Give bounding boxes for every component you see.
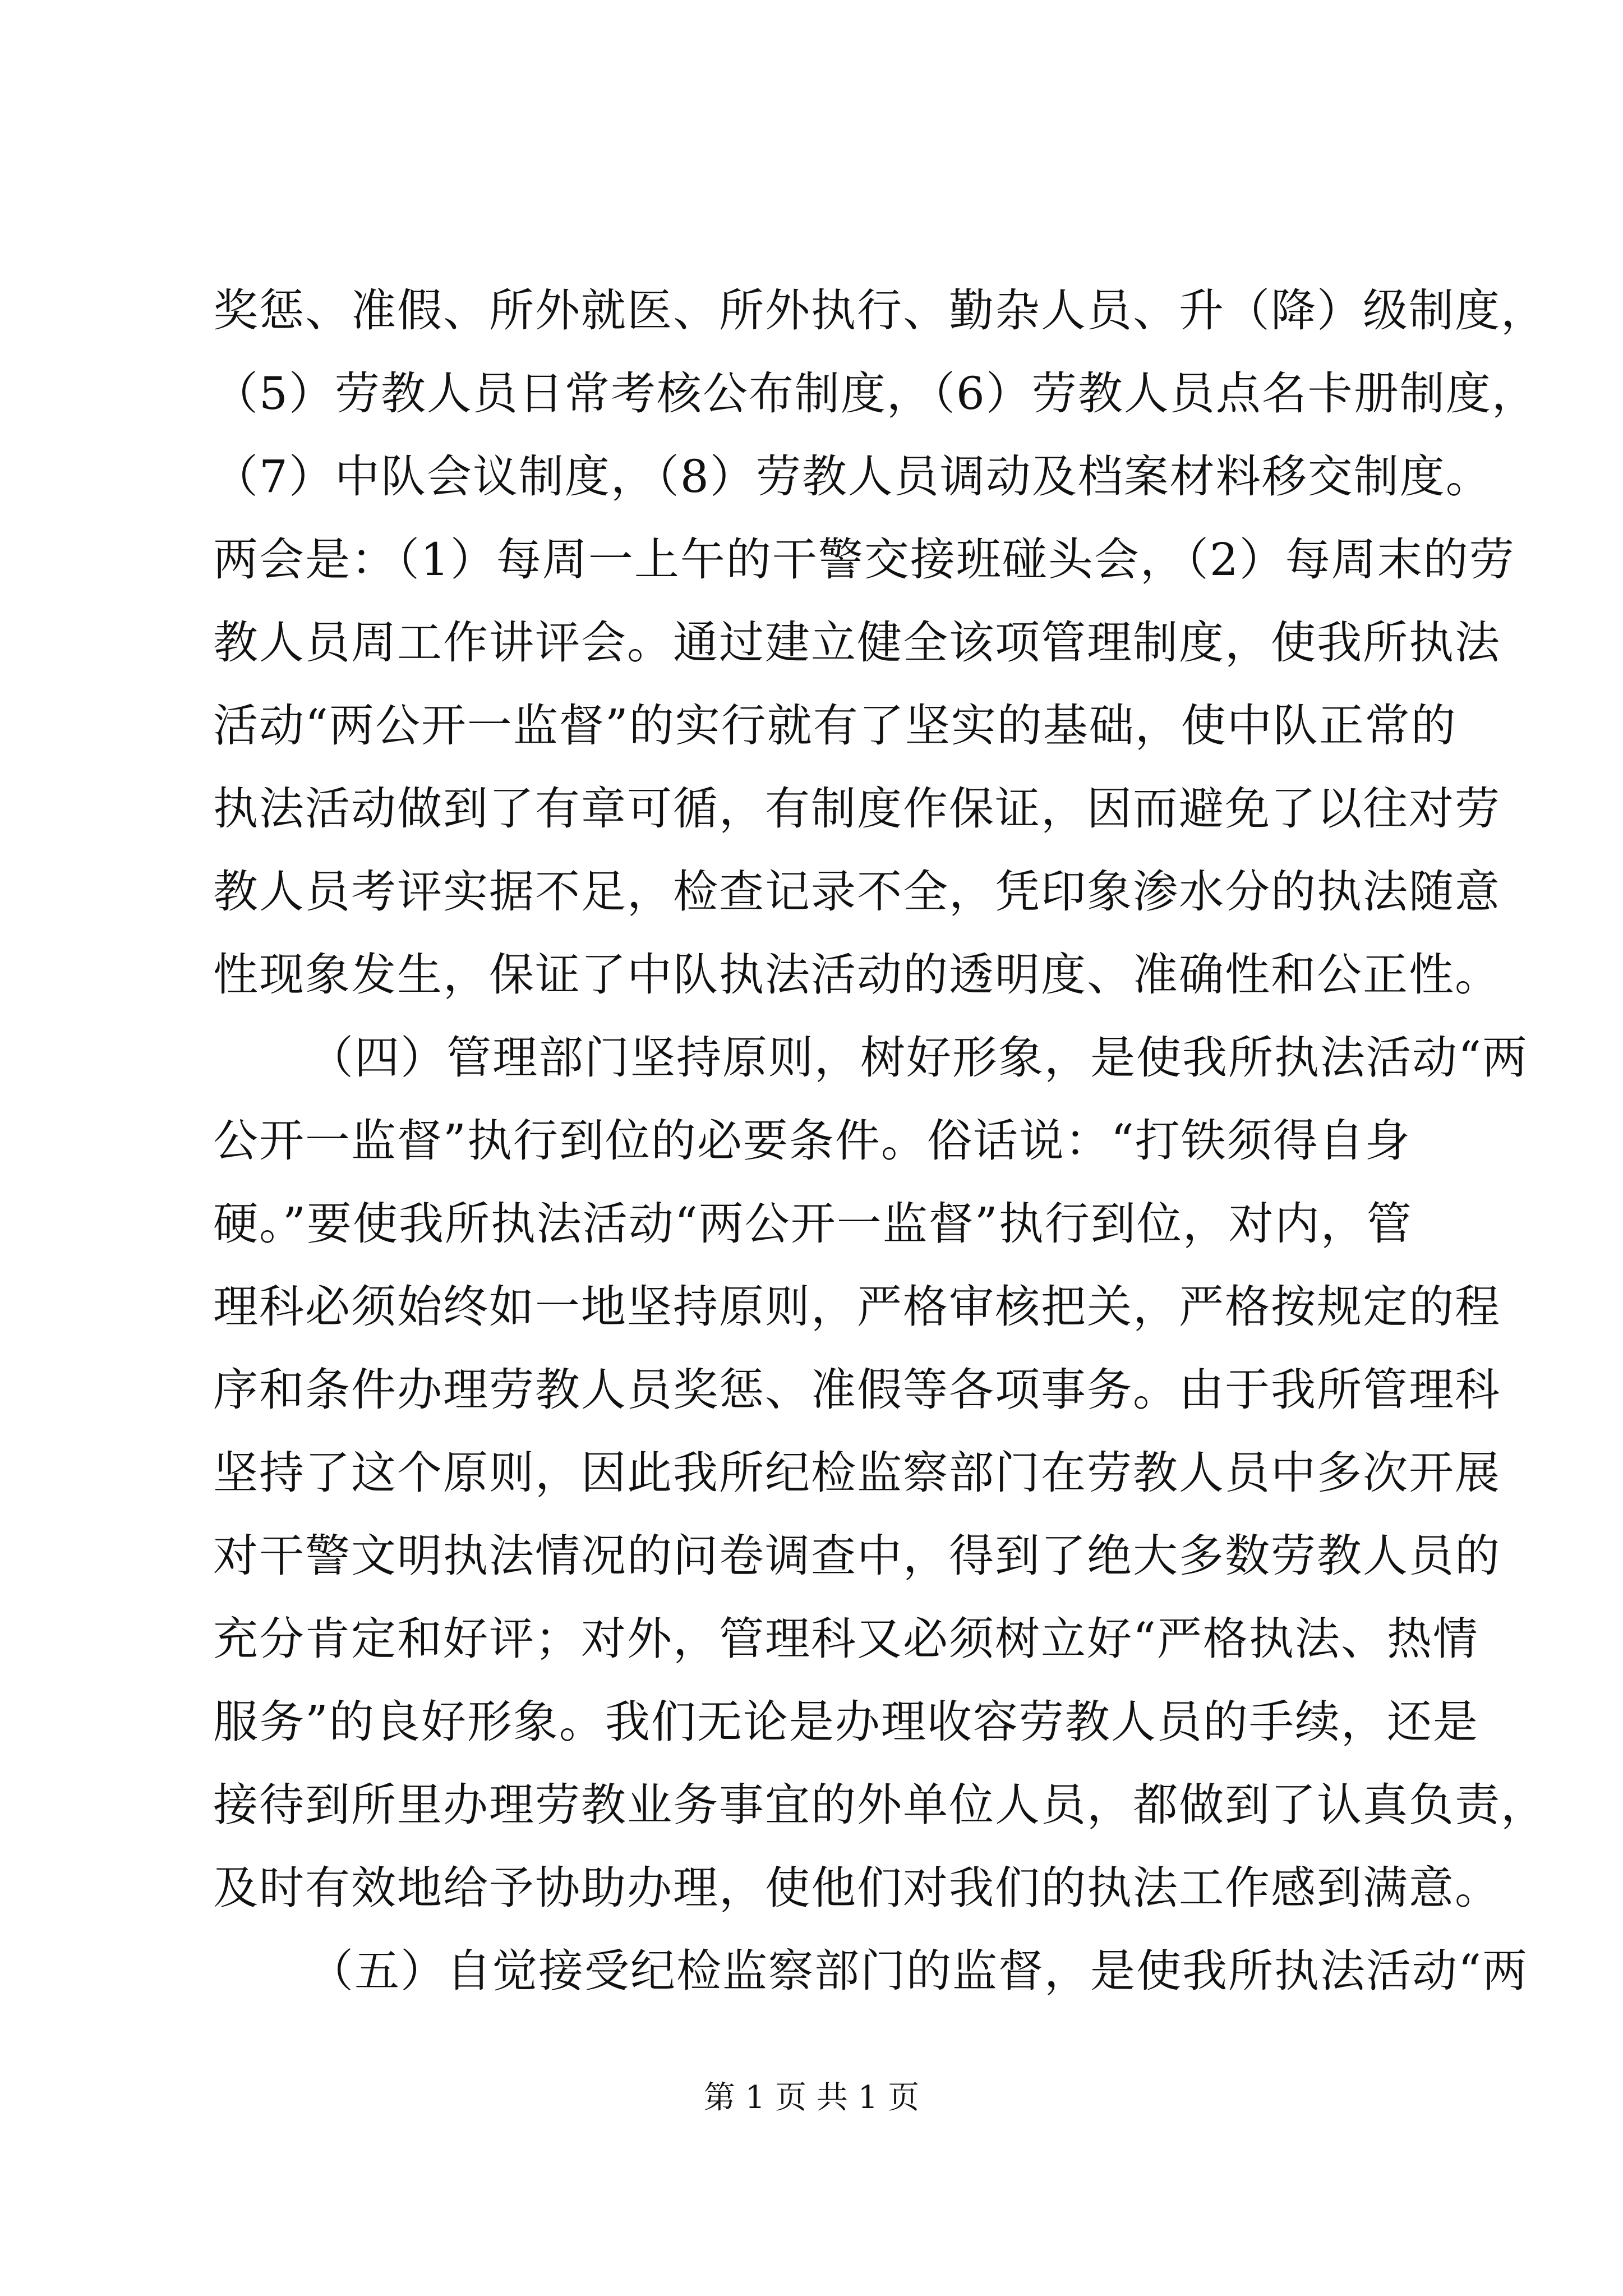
text-line: （5）劳教人员日常考核公布制度，（6）劳教人员点名卡册制度， bbox=[213, 367, 1538, 420]
text-line: 教人员周工作讲评会。通过建立健全该项管理制度，使我所执法 bbox=[213, 616, 1501, 669]
text-line: 执法活动做到了有章可循，有制度作保证，因而避免了以往对劳 bbox=[213, 783, 1501, 835]
text-line: （四）管理部门坚持原则，树好形象，是使我所执法活动“两 bbox=[308, 1032, 1528, 1084]
text-line: 教人员考评实据不足，检查记录不全，凭印象渗水分的执法随意 bbox=[213, 866, 1501, 918]
text-line: 序和条件办理劳教人员奖惩、准假等各项事务。由于我所管理科 bbox=[213, 1364, 1501, 1416]
text-line: 坚持了这个原则，因此我所纪检监察部门在劳教人员中多次开展 bbox=[213, 1447, 1501, 1499]
text-line: 奖惩、准假、所外就医、所外执行、勤杂人员、升（降）级制度， bbox=[213, 284, 1547, 337]
text-line: 充分肯定和好评；对外，管理科又必须树立好“严格执法、热情 bbox=[213, 1613, 1479, 1665]
body-text bbox=[213, 269, 1547, 2013]
page-footer: 第 1 页 共 1 页 bbox=[703, 2079, 920, 2116]
text-line: （五）自觉接受纪检监察部门的监督，是使我所执法活动“两 bbox=[308, 1945, 1528, 1997]
text-line: 对干警文明执法情况的问卷调查中，得到了绝大多数劳教人员的 bbox=[213, 1530, 1501, 1582]
text-line: 理科必须始终如一地坚持原则，严格审核把关，严格按规定的程 bbox=[213, 1281, 1501, 1333]
text-line: 活动“两公开一监督”的实行就有了坚实的基础，使中队正常的 bbox=[213, 700, 1457, 752]
text-line: （7）中队会议制度，（8）劳教人员调动及档案材料移交制度。 bbox=[213, 450, 1492, 503]
text-line: 接待到所里办理劳教业务事宜的外单位人员，都做到了认真负责， bbox=[213, 1779, 1547, 1831]
text-line: 两会是：（1）每周一上午的干警交接班碰头会，（2）每周末的劳 bbox=[213, 533, 1515, 586]
text-line: 及时有效地给予协助办理，使他们对我们的执法工作感到满意。 bbox=[213, 1862, 1501, 1914]
text-line: 硬。”要使我所执法活动“两公开一监督”执行到位，对内，管 bbox=[213, 1198, 1413, 1250]
text-line: 公开一监督”执行到位的必要条件。俗话说：“打铁须得自身 bbox=[213, 1115, 1411, 1167]
text-line: 性现象发生，保证了中队执法活动的透明度、准确性和公正性。 bbox=[213, 949, 1501, 1001]
text-line: 服务”的良好形象。我们无论是办理收容劳教人员的手续，还是 bbox=[213, 1696, 1479, 1748]
